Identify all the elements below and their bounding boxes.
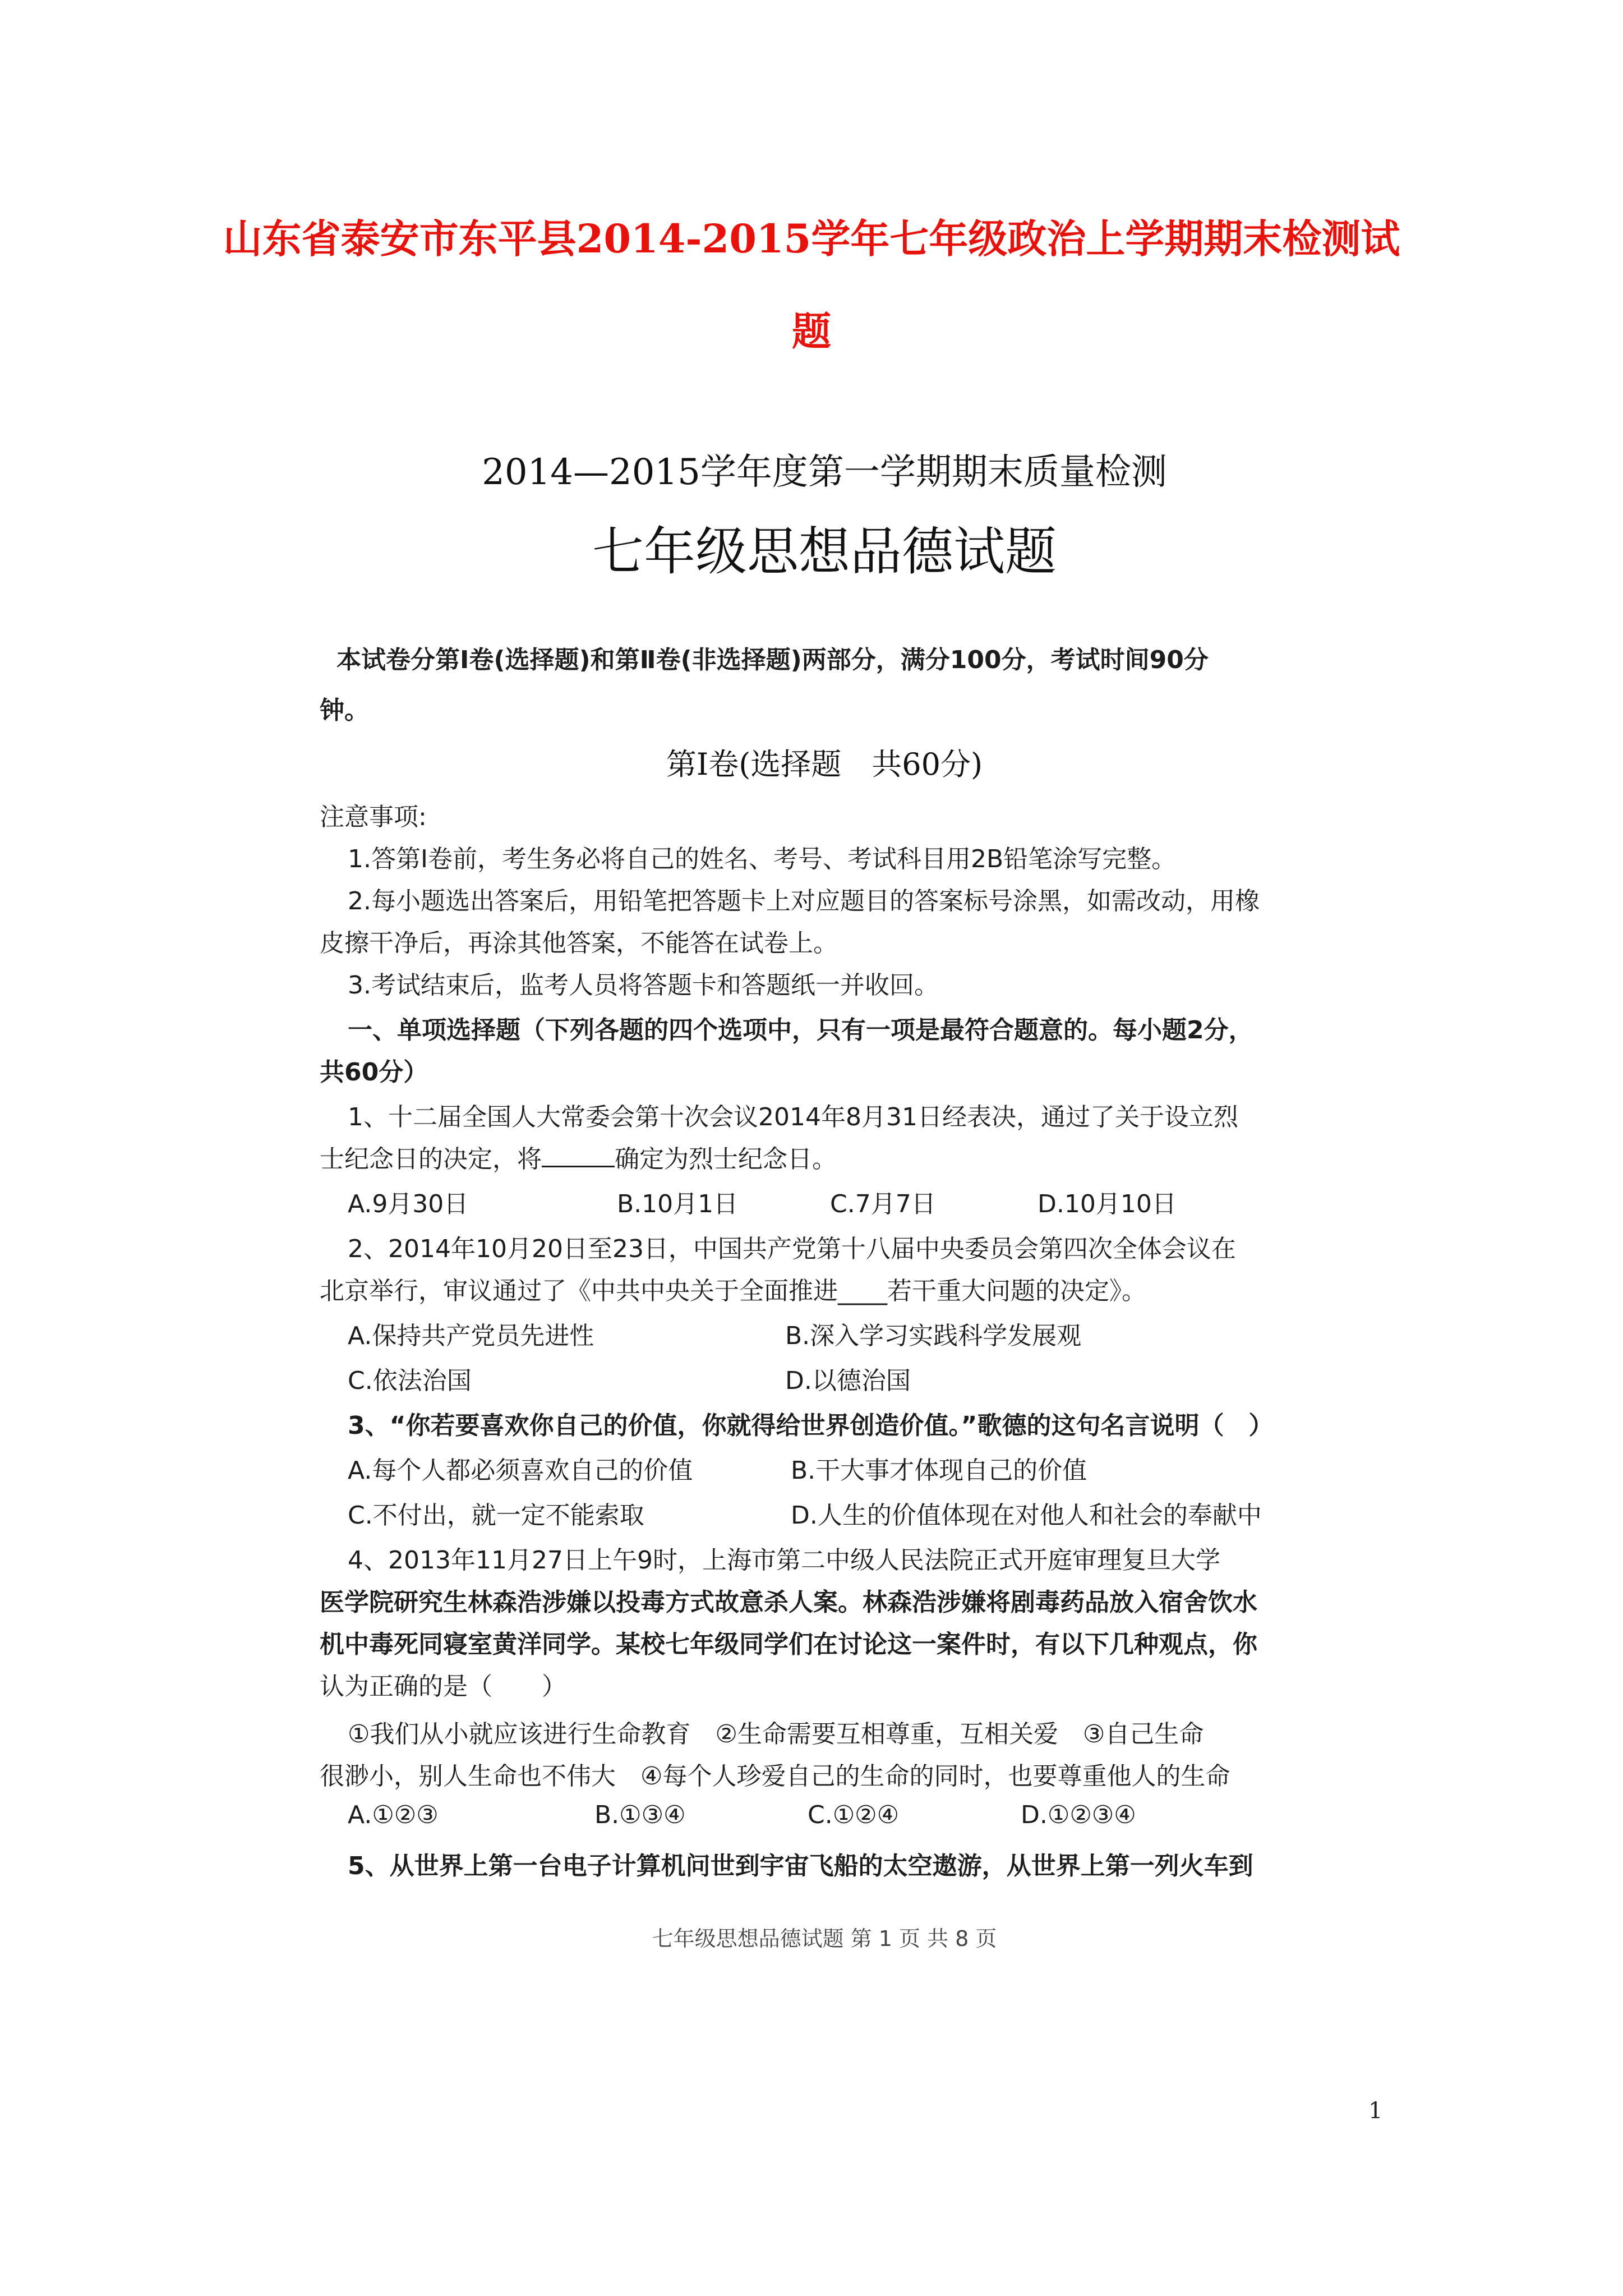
q1-stem-after-blank: 确定为烈士纪念日。: [615, 1145, 837, 1174]
q1-option-b: B.10月1日: [617, 1190, 739, 1218]
section-title: 第Ⅰ卷(选择题 共60分): [666, 747, 983, 782]
notice-title: 注意事项:: [320, 803, 427, 831]
q1-option-c: C.7月7日: [830, 1190, 936, 1218]
notice-item: 皮擦干净后，再涂其他答案，不能答在试卷上。: [320, 929, 838, 958]
document-title-line2: 题: [792, 308, 831, 355]
q4-option-d: D.①②③④: [1021, 1801, 1136, 1829]
q5-stem-line1: 5、从世界上第一台电子计算机问世到宇宙飞船的太空遨游，从世界上第一列火车到: [348, 1852, 1253, 1880]
q4-option-c: C.①②④: [808, 1801, 900, 1829]
q3-option-b: B.干大事才体现自己的价值: [791, 1456, 1087, 1485]
q2-stem-line1: 2、2014年10月20日至23日，中国共产党第十八届中央委员会第四次全体会议在: [348, 1235, 1236, 1263]
scanned-exam-page: [314, 426, 1335, 1975]
q3-option-a: A.每个人都必须喜欢自己的价值: [348, 1456, 693, 1485]
page-footer: 七年级思想品德试题 第 1 页 共 8 页: [652, 1926, 997, 1951]
notice-item: 3.考试结束后，监考人员将答题卡和答题纸一并收回。: [348, 971, 939, 1000]
q4-stem-line4: 认为正确的是（ ）: [320, 1672, 566, 1701]
q4-statements-line1: ①我们从小就应该进行生命教育 ②生命需要互相尊重，互相关爱 ③自己生命: [348, 1720, 1204, 1749]
part-title-line1: 一、单项选择题（下列各题的四个选项中，只有一项是最符合题意的。每小题2分，: [348, 1016, 1253, 1045]
q2-option-a: A.保持共产党员先进性: [348, 1322, 594, 1350]
q2-option-d: D.以德治国: [785, 1366, 911, 1395]
q2-option-b: B.深入学习实践科学发展观: [785, 1322, 1082, 1350]
intro-line1: 本试卷分第Ⅰ卷(选择题)和第Ⅱ卷(非选择题)两部分，满分100分，考试时间90分: [336, 646, 1209, 674]
q4-stem-line3: 机中毒死同寝室黄洋同学。某校七年级同学们在讨论这一案件时，有以下几种观点，你: [320, 1630, 1257, 1659]
document-title-line1: 山东省泰安市东平县2014-2015学年七年级政治上学期期末检测试: [223, 215, 1400, 262]
part-title-line2: 共60分）: [320, 1058, 428, 1087]
intro-line2: 钟。: [320, 696, 369, 725]
q4-option-b: B.①③④: [594, 1801, 686, 1829]
notice-item: 2.每小题选出答案后，用铅笔把答题卡上对应题目的答案标号涂黑，如需改动，用橡: [348, 887, 1260, 915]
page-number: 1: [1368, 2098, 1383, 2124]
q3-option-c: C.不付出，就一定不能索取: [348, 1501, 644, 1530]
q1-option-a: A.9月30日: [348, 1190, 469, 1218]
q4-stem-line2: 医学院研究生林森浩涉嫌以投毒方式故意杀人案。林森浩涉嫌将剧毒药品放入宿舍饮水: [320, 1588, 1257, 1617]
q1-stem-before-blank: 士纪念日的决定，将: [320, 1145, 542, 1174]
q1-option-d: D.10月10日: [1038, 1190, 1177, 1218]
q2-option-c: C.依法治国: [348, 1366, 472, 1395]
q1-stem-line2: [320, 1139, 837, 1175]
q1-stem-line1: 1、十二届全国人大常委会第十次会议2014年8月31日经表决，通过了关于设立烈: [348, 1103, 1238, 1131]
q4-statements-line2: 很渺小，别人生命也不伟大 ④每个人珍爱自己的生命的同时，也要尊重他人的生命: [320, 1762, 1230, 1791]
q4-option-a: A.①②③: [348, 1801, 439, 1829]
exam-subject-title: 七年级思想品德试题: [592, 522, 1057, 582]
q3-stem: 3、“你若要喜欢你自己的价值，你就得给世界创造价值。”歌德的这句名言说明（ ）: [348, 1411, 1274, 1440]
q3-option-d: D.人生的价值体现在对他人和社会的奉献中: [791, 1501, 1262, 1530]
q2-stem-line2: 北京举行，审议通过了《中共中央关于全面推进____若干重大问题的决定》。: [320, 1277, 1146, 1305]
notice-item: 1.答第Ⅰ卷前，考生务必将自己的姓名、考号、考试科目用2B铅笔涂写完整。: [348, 845, 1177, 873]
q4-stem-line1: 4、2013年11月27日上午9时，上海市第二中级人民法院正式开庭审理复旦大学: [348, 1546, 1220, 1575]
answer-blank: [542, 1145, 615, 1167]
exam-heading: 2014—2015学年度第一学期期末质量检测: [482, 452, 1167, 493]
